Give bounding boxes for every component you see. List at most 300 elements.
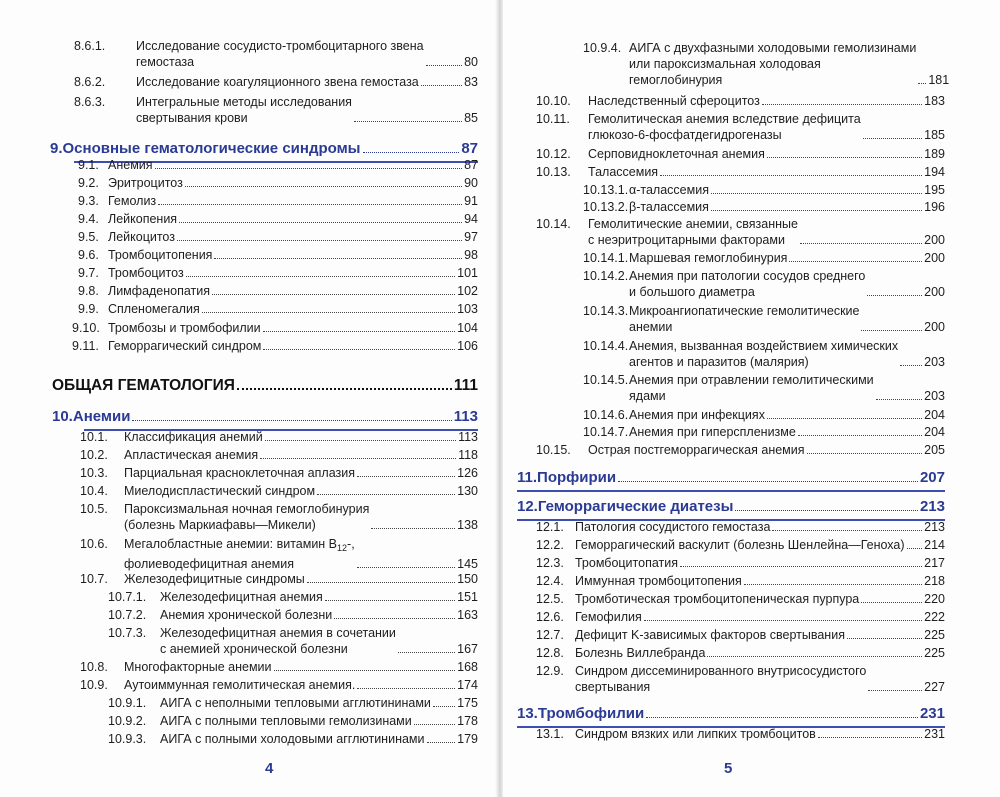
toc-entry-title-text: Наследственный сфероцитоз xyxy=(588,94,760,108)
toc-entry-page: 189 xyxy=(924,147,945,161)
dot-leader xyxy=(861,602,922,603)
toc-entry-title-text: Анемия при патологии сосудов среднего xyxy=(629,269,866,283)
toc-entry-text xyxy=(74,38,424,70)
toc-entry-title-text: Мегалобластные анемии: витамин B xyxy=(124,537,338,551)
toc-entry-title xyxy=(536,519,770,535)
toc-entry-number: 9.8. xyxy=(78,284,99,298)
chapter-underline xyxy=(517,490,945,492)
toc-entry-number: 9.4. xyxy=(78,212,99,226)
toc-entry-page: 138 xyxy=(457,518,478,532)
toc-entry-page: 103 xyxy=(457,302,478,316)
toc-entry-title xyxy=(583,268,865,284)
dot-leader xyxy=(414,724,455,725)
toc-entry-10-9-1 xyxy=(108,695,478,711)
toc-entry-text xyxy=(52,407,130,426)
toc-entry-number: 10.9.2. xyxy=(108,714,147,728)
toc-entry-10-5 xyxy=(80,501,478,533)
dot-leader xyxy=(767,157,922,158)
toc-entry-text xyxy=(536,591,859,607)
toc-entry-12 xyxy=(517,497,945,516)
toc-entry-text xyxy=(108,713,412,729)
toc-entry-title-text: Анемия при гиперспленизме xyxy=(629,425,796,439)
toc-entry-text xyxy=(80,677,355,693)
toc-entry-number: 9.7. xyxy=(78,266,99,280)
dot-leader xyxy=(863,138,922,139)
toc-entry-text xyxy=(536,442,805,458)
toc-entry-title-text: Исследование сосудисто-тромбоцитарного звена xyxy=(136,39,424,53)
toc-entry-number: 10.9.1. xyxy=(108,696,147,710)
toc-entry-text xyxy=(74,74,419,90)
toc-entry-title-text: ОБЩАЯ ГЕМАТОЛОГИЯ xyxy=(52,377,235,394)
toc-entry-number: 10.14.1. xyxy=(583,251,629,265)
toc-entry-title xyxy=(536,93,760,109)
dot-leader xyxy=(263,349,455,350)
toc-entry-text xyxy=(536,663,866,695)
toc-entry-page: 200 xyxy=(924,251,945,265)
toc-entry-page: 118 xyxy=(458,448,478,462)
toc-entry-text xyxy=(80,465,355,481)
toc-entry-10-14-1 xyxy=(583,250,945,266)
toc-entry-title xyxy=(80,659,272,675)
toc-entry-8-6-1 xyxy=(74,38,478,70)
toc-entry-text xyxy=(80,501,369,533)
toc-entry-continuation: с неэритроцитарными факторами xyxy=(588,233,785,247)
toc-entry-title-text: Тромбофилии xyxy=(537,705,645,722)
toc-entry-title xyxy=(536,627,845,643)
toc-entry-title-text: Острая постгеморрагическая анемия xyxy=(588,443,805,457)
toc-entry-number: 9.1. xyxy=(78,158,99,172)
toc-entry-page: 183 xyxy=(924,94,945,108)
toc-entry-number: 12.8. xyxy=(536,646,564,660)
toc-entry-title xyxy=(78,247,212,263)
toc-entry-page: 200 xyxy=(924,233,945,247)
dot-leader xyxy=(177,240,462,241)
dot-leader xyxy=(265,440,456,441)
toc-entry-text xyxy=(108,589,323,605)
toc-entry-title-text: АИГА с неполными тепловыми агглютининами xyxy=(160,696,431,710)
toc-entry-page: 225 xyxy=(924,628,945,642)
toc-entry-text xyxy=(80,571,305,587)
toc-entry-text xyxy=(583,372,874,404)
toc-entry-number: 10.14.6. xyxy=(583,408,629,422)
toc-entry-title-text: Интегральные методы исследования xyxy=(136,95,352,109)
toc-entry-12-2 xyxy=(536,537,945,553)
toc-entry-number: 9.6. xyxy=(78,248,99,262)
toc-entry-number: 9. xyxy=(50,140,63,157)
dot-leader xyxy=(918,83,926,84)
toc-entry-text xyxy=(583,268,865,300)
toc-entry-10-1 xyxy=(80,429,478,445)
toc-entry-continuation: ядами xyxy=(629,389,666,403)
toc-entry-page: 181 xyxy=(928,73,950,87)
toc-entry-title-text: Анемия при отравлении гемолитическими xyxy=(629,373,874,387)
toc-entry-page: 227 xyxy=(924,680,945,694)
toc-entry-page: 175 xyxy=(457,696,478,710)
page-number: 5 xyxy=(724,760,733,777)
dot-leader xyxy=(789,261,922,262)
toc-entry-title xyxy=(74,38,424,54)
toc-entry-page: 167 xyxy=(457,642,478,656)
toc-entry-continuation: глюкозо-6-фосфатдегидрогеназы xyxy=(588,128,782,142)
toc-entry-title-text: Микроангиопатические гемолитические xyxy=(629,304,860,318)
toc-entry-title xyxy=(536,216,798,232)
toc-entry-page: 94 xyxy=(464,212,478,226)
toc-entry-title xyxy=(536,726,816,742)
toc-entry-text xyxy=(536,111,861,143)
toc-entry-continuation: агентов и паразитов (малярия) xyxy=(629,355,809,369)
toc-entry-title xyxy=(536,146,765,162)
dot-leader xyxy=(357,688,455,689)
toc-entry-9-11 xyxy=(72,338,478,354)
toc-entry-8-6-3 xyxy=(74,94,478,126)
subscript: 12 xyxy=(337,543,348,553)
toc-entry-text xyxy=(583,199,709,215)
toc-entry-continuation: (болезнь Маркиафавы—Микели) xyxy=(124,518,316,532)
toc-entry-text xyxy=(108,625,396,657)
toc-entry-title xyxy=(80,465,355,481)
toc-entry-title-text: Геморрагический васкулит (болезнь Шенлейна—Геноха) xyxy=(575,538,905,552)
dot-leader xyxy=(807,453,923,454)
toc-list xyxy=(0,0,497,797)
toc-entry-page: 90 xyxy=(464,176,478,190)
toc-entry-text xyxy=(74,94,352,126)
toc-entry-number: 10.10. xyxy=(536,94,571,108)
toc-entry-title-text: Тромбоцитоз xyxy=(108,266,184,280)
toc-entry-number: 10.14.5. xyxy=(583,373,629,387)
toc-entry-13-1 xyxy=(536,726,945,742)
toc-entry-page: 101 xyxy=(457,266,478,280)
toc-entry-text xyxy=(108,731,425,747)
toc-entry-title xyxy=(583,303,859,319)
toc-entry-title xyxy=(536,442,805,458)
toc-entry-10-7-3 xyxy=(108,625,478,657)
dot-leader xyxy=(214,258,462,259)
toc-entry-page: 151 xyxy=(457,590,478,604)
toc-entry-number: 9.9. xyxy=(78,302,99,316)
toc-entry-10-13-2 xyxy=(583,199,945,215)
dot-leader xyxy=(680,566,922,567)
toc-entry-number: 10.7.1. xyxy=(108,590,147,604)
toc-entry-title-text: α-талассемия xyxy=(629,183,709,197)
toc-entry-text xyxy=(78,211,177,227)
toc-entry-text xyxy=(583,182,709,198)
toc-entry-text xyxy=(78,229,175,245)
dot-leader xyxy=(900,365,922,366)
toc-entry-title xyxy=(52,407,130,426)
toc-entry-title-text: Многофакторные анемии xyxy=(124,660,272,674)
toc-entry-page: 91 xyxy=(464,194,478,208)
toc-entry-text xyxy=(536,93,760,109)
toc-entry-page: 217 xyxy=(924,556,945,570)
toc-entry-text xyxy=(80,536,355,572)
toc-entry-title xyxy=(78,301,200,317)
toc-entry-9-9 xyxy=(78,301,478,317)
toc-entry-title-text: Пароксизмальная ночная гемоглобинурия xyxy=(124,502,370,516)
toc-entry-continuation: гемоглобинурия xyxy=(629,73,723,87)
toc-entry-11 xyxy=(517,468,945,487)
dot-leader xyxy=(646,717,918,718)
toc-entry-title xyxy=(583,40,916,56)
toc-entry-9-3 xyxy=(78,193,478,209)
toc-entry-title-text: Лейкоцитоз xyxy=(108,230,175,244)
toc-entry-10-7 xyxy=(80,571,478,587)
toc-entry-page: 179 xyxy=(457,732,478,746)
toc-entry-text xyxy=(78,175,183,191)
toc-entry-number: 10.9.3. xyxy=(108,732,147,746)
toc-entry-title-text: Гемолитическая анемия вследствие дефицита xyxy=(588,112,861,126)
toc-entry-title-text: Анемия, вызванная воздействием химических xyxy=(629,339,899,353)
toc-entry-text xyxy=(583,424,796,440)
toc-entry-text xyxy=(80,447,258,463)
toc-entry-10-10 xyxy=(536,93,945,109)
toc-entry-10-8 xyxy=(80,659,478,675)
toc-entry-text xyxy=(78,283,210,299)
toc-entry-text xyxy=(108,695,431,711)
toc-entry-page: 203 xyxy=(924,355,945,369)
dot-leader xyxy=(427,742,456,743)
toc-entry-page: 185 xyxy=(924,128,945,142)
dot-leader xyxy=(132,420,451,421)
toc-entry-title-text: Патология сосудистого гемостаза xyxy=(575,520,771,534)
toc-entry-text xyxy=(517,468,616,487)
toc-entry-page: 200 xyxy=(924,285,945,299)
toc-entry-number: 10.14. xyxy=(536,217,571,231)
toc-entry-page: 87 xyxy=(461,140,478,157)
dot-leader xyxy=(711,193,922,194)
toc-entry-number: 10.15. xyxy=(536,443,571,457)
dot-leader xyxy=(398,652,455,653)
toc-entry-text xyxy=(536,726,816,742)
toc-entry-text xyxy=(583,338,898,370)
dot-leader xyxy=(644,620,922,621)
toc-entry-13 xyxy=(517,704,945,723)
toc-entry-12-7 xyxy=(536,627,945,643)
toc-entry-title xyxy=(536,573,742,589)
left-page xyxy=(0,0,497,797)
toc-entry-title xyxy=(52,376,235,395)
toc-entry-title xyxy=(108,625,396,641)
dot-leader xyxy=(798,435,922,436)
toc-entry-page: 150 xyxy=(457,572,478,586)
toc-entry-text xyxy=(517,704,644,723)
toc-entry-9-8 xyxy=(78,283,478,299)
toc-entry-title xyxy=(536,555,678,571)
toc-entry-number: 10.9.4. xyxy=(583,41,622,55)
toc-entry-page: 225 xyxy=(924,646,945,660)
toc-entry-text xyxy=(108,607,332,623)
toc-entry-title-text: АИГА с полными холодовыми агглютининами xyxy=(160,732,425,746)
toc-entry-title-text: Железодефицитные синдромы xyxy=(124,572,305,586)
toc-entry-text xyxy=(52,376,235,395)
toc-entry-12-8 xyxy=(536,645,945,661)
toc-entry-number: 10.1. xyxy=(80,430,108,444)
dot-leader xyxy=(237,388,452,390)
dot-leader xyxy=(363,152,460,153)
toc-entry-12-3 xyxy=(536,555,945,571)
toc-entry-text xyxy=(536,573,742,589)
toc-entry-text xyxy=(583,40,916,88)
toc-entry-number: 10.3. xyxy=(80,466,108,480)
dot-leader xyxy=(772,530,922,531)
toc-entry-title xyxy=(517,704,644,723)
toc-entry-title xyxy=(74,74,419,90)
toc-entry-10-12 xyxy=(536,146,945,162)
toc-entry-number: 9.5. xyxy=(78,230,99,244)
toc-entry-title xyxy=(536,663,866,679)
page-number: 4 xyxy=(265,760,274,777)
toc-entry-number: 12. xyxy=(517,498,538,515)
dot-leader xyxy=(317,494,455,495)
toc-entry-title-text: Анемия xyxy=(108,158,153,172)
toc-entry-title-text: Лимфаденопатия xyxy=(108,284,211,298)
dot-leader xyxy=(357,476,455,477)
toc-entry-title xyxy=(517,468,616,487)
toc-entry-page: 204 xyxy=(924,408,945,422)
toc-entry-title xyxy=(583,250,787,266)
toc-entry-number: 13.1. xyxy=(536,727,564,741)
toc-entry-page: 113 xyxy=(458,430,478,444)
toc-entry-number: 10.4. xyxy=(80,484,108,498)
dot-leader xyxy=(867,295,922,296)
dot-leader xyxy=(307,582,455,583)
toc-entry-title-text: Основные гематологические синдромы xyxy=(62,140,361,157)
toc-entry-page: 113 xyxy=(453,408,478,425)
toc-entry-page: 130 xyxy=(457,484,478,498)
toc-entry-page: 87 xyxy=(464,158,478,172)
dot-leader xyxy=(744,584,922,585)
toc-entry-title xyxy=(80,447,258,463)
toc-entry-number: 10.2. xyxy=(80,448,108,462)
dot-leader xyxy=(767,418,922,419)
toc-entry-9-10 xyxy=(72,320,478,336)
toc-entry-number: 8.6.2. xyxy=(74,75,106,89)
toc-entry-title xyxy=(78,283,210,299)
toc-entry-page: 200 xyxy=(924,320,945,334)
toc-entry-title-text: Серповидноклеточная анемия xyxy=(588,147,765,161)
toc-entry-page: 231 xyxy=(919,705,945,722)
dot-leader xyxy=(202,312,455,313)
toc-entry-page: 194 xyxy=(924,165,945,179)
toc-entry-number: 10.11. xyxy=(536,112,570,126)
toc-entry-number: 12.9. xyxy=(536,664,564,678)
toc-entry-page: 220 xyxy=(924,592,945,606)
toc-entry-title xyxy=(78,229,175,245)
toc-entry-10-9 xyxy=(80,677,478,693)
toc-entry-number: 12.7. xyxy=(536,628,564,642)
toc-entry-page: 195 xyxy=(924,183,945,197)
toc-entry-title xyxy=(72,338,261,354)
dot-leader xyxy=(179,222,462,223)
toc-entry-title xyxy=(108,589,323,605)
toc-entry-title xyxy=(108,731,425,747)
dot-leader xyxy=(847,638,922,639)
toc-entry-number: 12.3. xyxy=(536,556,564,570)
toc-entry-10-13 xyxy=(536,164,945,180)
toc-entry-12-4 xyxy=(536,573,945,589)
toc-entry-page: 111 xyxy=(453,377,478,394)
toc-entry-text xyxy=(78,301,200,317)
toc-entry-text xyxy=(80,429,263,445)
dot-leader xyxy=(158,204,462,205)
toc-entry-number: 11. xyxy=(517,469,538,486)
dot-leader xyxy=(186,276,455,277)
toc-entry-10-14-3 xyxy=(583,303,945,335)
toc-entry-number: 10.6. xyxy=(80,537,108,551)
toc-entry-10-9-2 xyxy=(108,713,478,729)
dot-leader xyxy=(155,168,463,169)
toc-entry-title xyxy=(80,501,369,517)
toc-entry-title xyxy=(72,320,261,336)
toc-entry-title xyxy=(583,372,874,388)
dot-leader xyxy=(325,600,455,601)
toc-entry-text xyxy=(536,164,658,180)
toc-entry-title-text: Парциальная красноклеточная аплазия xyxy=(124,466,355,480)
toc-entry-10-14-6 xyxy=(583,407,945,423)
toc-entry-10-13-1 xyxy=(583,182,945,198)
toc-entry-page: 231 xyxy=(924,727,945,741)
toc-entry-title-text: Дефицит K-зависимых факторов свертывания xyxy=(575,628,845,642)
toc-entry-text xyxy=(50,139,361,158)
dot-leader xyxy=(762,104,922,105)
toc-entry-number: 10.7. xyxy=(80,572,108,586)
dot-leader xyxy=(212,294,455,295)
toc-entry-number: 12.4. xyxy=(536,574,564,588)
toc-entry-page: 174 xyxy=(457,678,478,692)
toc-entry-title-text: Маршевая гемоглобинурия xyxy=(629,251,788,265)
toc-entry-title xyxy=(50,139,361,158)
dot-leader xyxy=(426,65,463,66)
toc-entry-title xyxy=(536,591,859,607)
toc-entry-page: 98 xyxy=(464,248,478,262)
toc-entry-title-tail: -, xyxy=(347,537,355,551)
toc-entry-title xyxy=(536,609,642,625)
toc-entry-10-4 xyxy=(80,483,478,499)
toc-entry-page: 126 xyxy=(457,466,478,480)
toc-entry-12-9 xyxy=(536,663,945,695)
toc-entry-10-15 xyxy=(536,442,945,458)
toc-entry-number: 8.6.1. xyxy=(74,39,106,53)
toc-entry-text xyxy=(536,609,642,625)
toc-entry-8-6-2 xyxy=(74,74,478,90)
toc-entry-text xyxy=(536,519,770,535)
toc-entry-title-text: Анемия при инфекциях xyxy=(629,408,765,422)
toc-entry-10-6 xyxy=(80,536,478,572)
toc-entry-10-14-7 xyxy=(583,424,945,440)
toc-entry-title-text: Лейкопения xyxy=(108,212,178,226)
toc-entry-title-text: Анемии xyxy=(72,408,131,425)
toc-entry-title xyxy=(74,94,352,110)
toc-entry-number: 10.13.2. xyxy=(583,200,629,214)
toc-entry-10-9-3 xyxy=(108,731,478,747)
dot-leader xyxy=(260,458,456,459)
toc-entry-title xyxy=(536,645,705,661)
dot-leader xyxy=(263,331,456,332)
toc-entry-page: 205 xyxy=(924,443,945,457)
toc-entry-continuation: с анемией хронической болезни xyxy=(160,642,348,656)
toc-entry-number: 9.11. xyxy=(72,339,99,353)
toc-entry-title xyxy=(536,111,861,127)
toc-entry-title xyxy=(78,175,183,191)
toc-entry-title-text: Миелодиспластический синдром xyxy=(124,484,316,498)
toc-entry-title-text: Геморрагический синдром xyxy=(108,339,262,353)
toc-entry-text xyxy=(517,497,733,516)
toc-entry-page: 102 xyxy=(457,284,478,298)
toc-entry-title xyxy=(80,536,355,556)
toc-entry-continuation: и большого диаметра xyxy=(629,285,755,299)
toc-entry-number: 10.5. xyxy=(80,502,108,516)
toc-entry-title-text: Болезнь Виллебранда xyxy=(575,646,706,660)
toc-entry-number: 12.2. xyxy=(536,538,564,552)
